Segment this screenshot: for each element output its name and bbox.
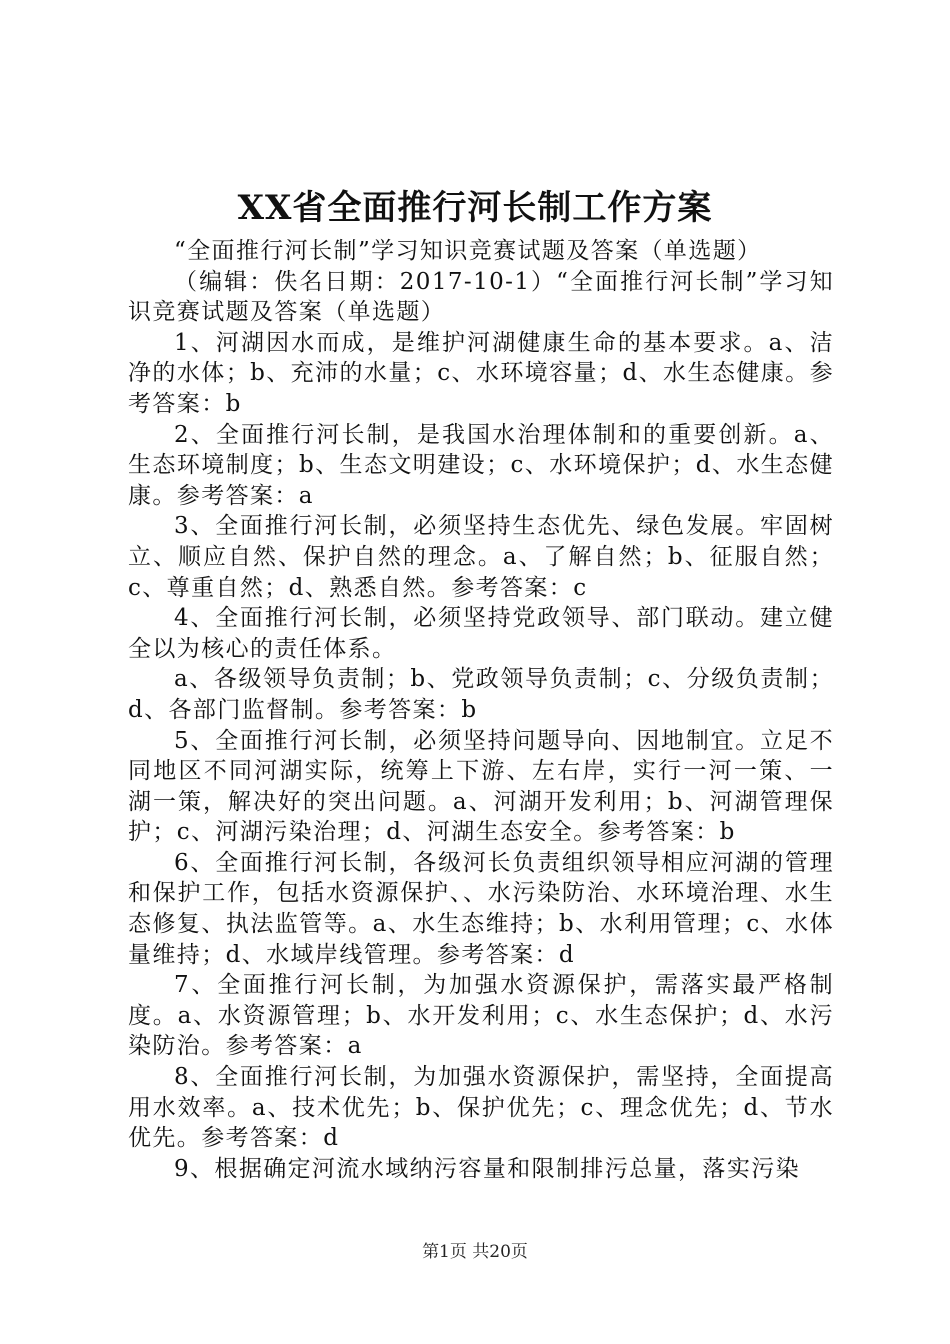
question-2: 2、全面推行河长制，是我国水治理体制和的重要创新。a、生态环境制度；b、生态文明建设；c、水环境保护；d、水生态健康。参考答案：a <box>128 421 834 509</box>
editor-info-paragraph: （编辑：佚名日期：2017-10-1）“全面推行河长制”学习知识竞赛试题及答案（单选题） <box>128 268 834 326</box>
document-body <box>128 236 834 1184</box>
question-6: 6、全面推行河长制，各级河长负责组织领导相应河湖的管理和保护工作，包括水资源保护、、水污染防治、水环境治理、水生态修复、执法监管等。a、水生态维持；b、水利用管理；c、水体量维持；d、水域岸线管理。参考答案：d <box>128 849 834 968</box>
question-4: 4、全面推行河长制，必须坚持党政领导、部门联动。建立健全以为核心的责任体系。 <box>128 605 834 662</box>
question-9: 9、根据确定河流水域纳污容量和限制排污总量，落实污染 <box>174 1155 801 1182</box>
document-title: XX省全面推行河长制工作方案 <box>237 188 713 228</box>
question-3: 3、全面推行河长制，必须坚持生态优先、绿色发展。牢固树立、顺应自然、保护自然的理念。a、了解自然；b、征服自然；c、尊重自然；d、熟悉自然。参考答案：c <box>128 513 834 601</box>
question-7: 7、全面推行河长制，为加强水资源保护，需落实最严格制度。a、水资源管理；b、水开发利用；c、水生态保护；d、水污染防治。参考答案：a <box>128 972 834 1060</box>
question-8: 8、全面推行河长制，为加强水资源保护，需坚持，全面提高用水效率。a、技术优先；b、保护优先；c、理念优先；d、节水优先。参考答案：d <box>128 1064 834 1152</box>
question-4-options: a、各级领导负责制；b、党政领导负责制；c、分级负责制；d、各部门监督制。参考答案：b <box>128 666 834 723</box>
subtitle-paragraph: “全面推行河长制”学习知识竞赛试题及答案（单选题） <box>174 238 762 264</box>
page-number-footer: 第1页 共20页 <box>422 1242 528 1262</box>
question-1: 1、河湖因水而成，是维护河湖健康生命的基本要求。a、洁净的水体；b、充沛的水量；c、水环境容量；d、水生态健康。参考答案：b <box>128 329 834 417</box>
question-5: 5、全面推行河长制，必须坚持问题导向、因地制宜。立足不同地区不同河湖实际，统筹上下游、左右岸，实行一河一策、一湖一策，解决好的突出问题。a、河湖开发利用；b、河湖管理保护；c、河湖污染治理；d、河湖生态安全。参考答案：b <box>128 727 834 846</box>
